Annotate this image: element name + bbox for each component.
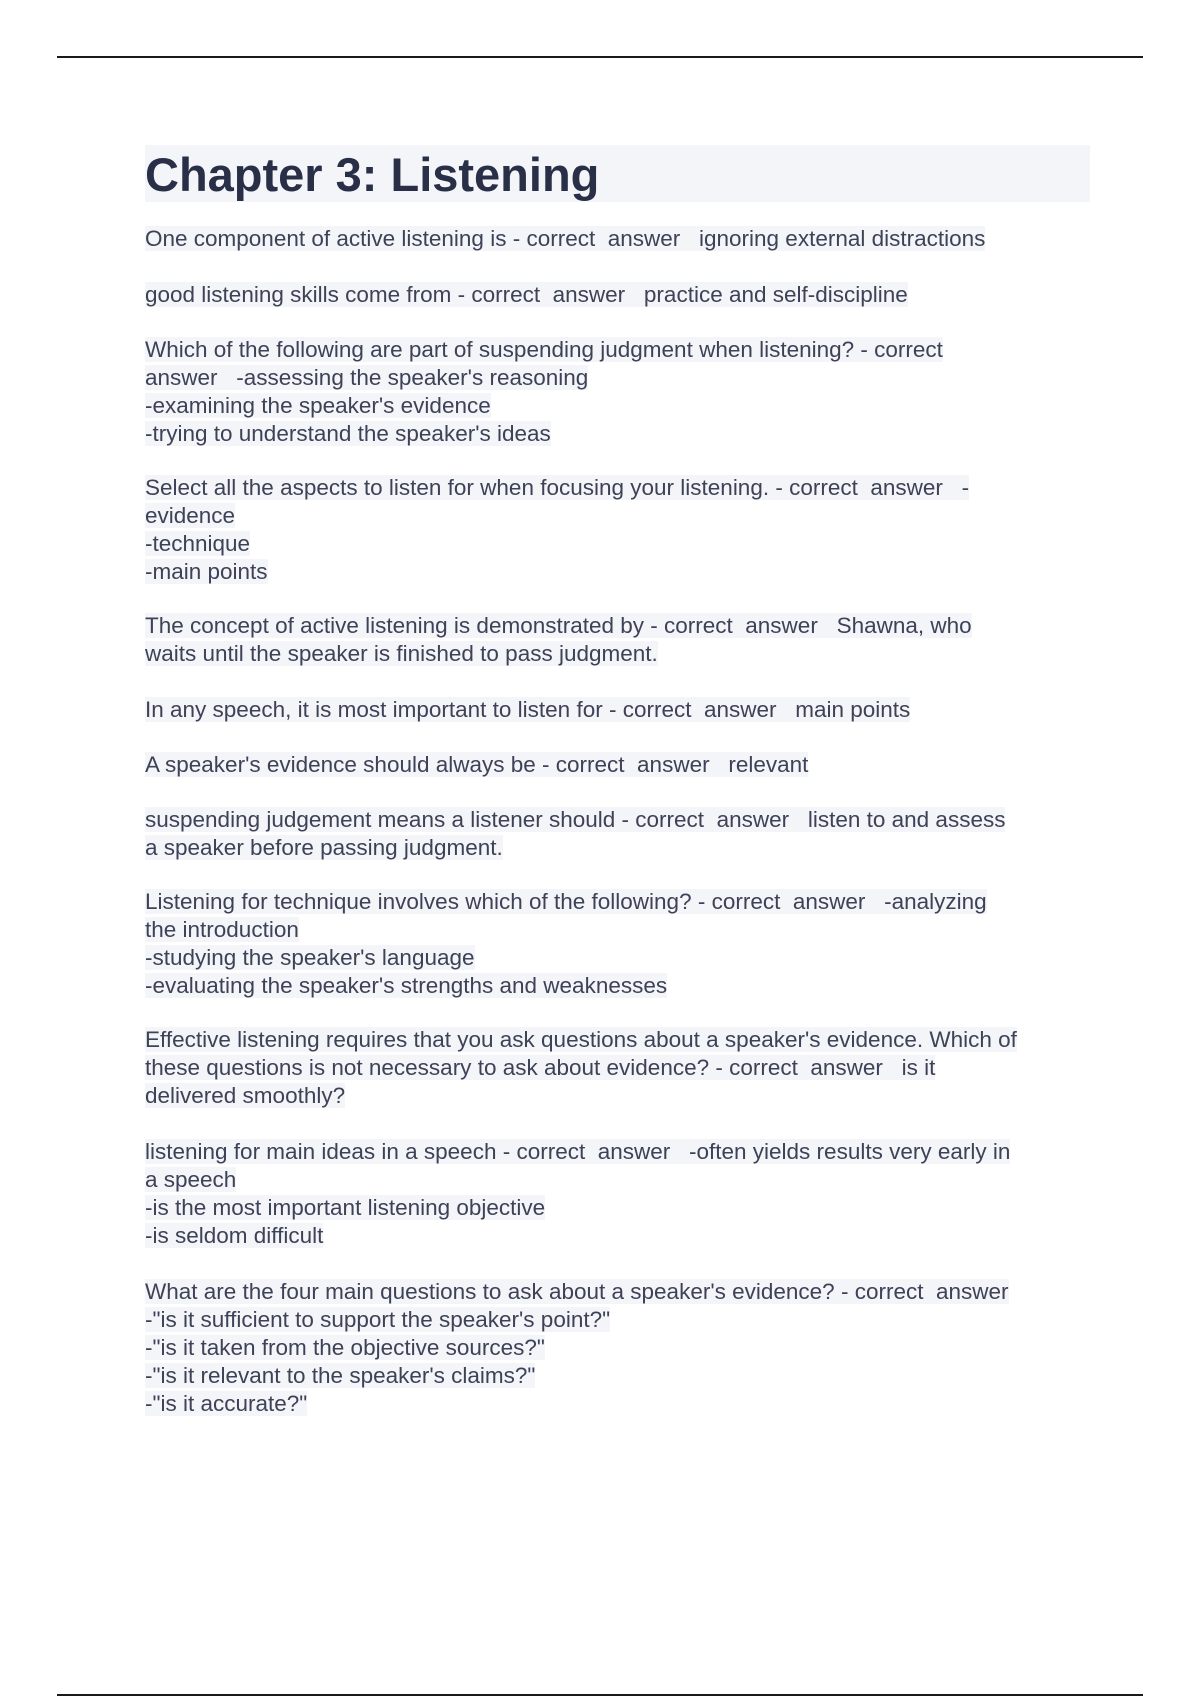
qa-line: -"is it accurate?" xyxy=(145,1391,308,1416)
qa-item xyxy=(145,612,1090,668)
qa-line: The concept of active listening is demonstrated by - correct answer Shawna, who xyxy=(145,613,972,638)
qa-item xyxy=(145,1138,1090,1250)
qa-line: listening for main ideas in a speech - correct answer -often yields results very early in xyxy=(145,1139,1011,1164)
qa-line: -"is it taken from the objective sources?" xyxy=(145,1335,545,1360)
qa-line: a speech xyxy=(145,1167,237,1192)
qa-line: Listening for technique involves which of the following? - correct answer -analyzing xyxy=(145,889,987,914)
qa-line: -studying the speaker's language xyxy=(145,945,475,970)
qa-line: -is seldom difficult xyxy=(145,1223,324,1248)
qa-line: Effective listening requires that you ask questions about a speaker's evidence. Which of xyxy=(145,1027,1017,1052)
qa-item xyxy=(145,1278,1090,1418)
document-body xyxy=(145,145,1090,1418)
qa-item xyxy=(145,806,1090,862)
qa-list xyxy=(145,225,1090,1418)
qa-line: a speaker before passing judgment. xyxy=(145,835,503,860)
page-title: Chapter 3: Listening xyxy=(145,145,1090,202)
qa-line: -"is it relevant to the speaker's claims?" xyxy=(145,1363,536,1388)
qa-line: -technique xyxy=(145,531,251,556)
qa-line: suspending judgement means a listener should - correct answer listen to and assess xyxy=(145,807,1006,832)
qa-line: -is the most important listening objective xyxy=(145,1195,546,1220)
qa-item xyxy=(145,888,1090,1000)
qa-item xyxy=(145,1026,1090,1110)
top-rule xyxy=(57,56,1143,58)
qa-line: -main points xyxy=(145,559,268,584)
qa-line: Select all the aspects to listen for when focusing your listening. - correct answer - xyxy=(145,475,970,500)
qa-item xyxy=(145,751,1090,779)
qa-line: -examining the speaker's evidence xyxy=(145,393,491,418)
qa-line: -"is it sufficient to support the speaker's point?" xyxy=(145,1307,611,1332)
qa-line: waits until the speaker is finished to pass judgment. xyxy=(145,641,658,666)
qa-item xyxy=(145,336,1090,448)
qa-item xyxy=(145,225,1090,253)
qa-line: A speaker's evidence should always be - correct answer relevant xyxy=(145,752,809,777)
qa-line: evidence xyxy=(145,503,236,528)
qa-line: -evaluating the speaker's strengths and weaknesses xyxy=(145,973,668,998)
bottom-rule xyxy=(57,1694,1143,1696)
qa-line: these questions is not necessary to ask about evidence? - correct answer is it xyxy=(145,1055,936,1080)
qa-line: One component of active listening is - correct answer ignoring external distractions xyxy=(145,226,986,251)
qa-item xyxy=(145,281,1090,309)
qa-line: answer -assessing the speaker's reasoning xyxy=(145,365,589,390)
qa-line: In any speech, it is most important to listen for - correct answer main points xyxy=(145,697,911,722)
qa-line: good listening skills come from - correct answer practice and self-discipline xyxy=(145,282,908,307)
qa-item xyxy=(145,696,1090,724)
qa-line: delivered smoothly? xyxy=(145,1083,346,1108)
qa-line: -trying to understand the speaker's ideas xyxy=(145,421,551,446)
qa-item xyxy=(145,474,1090,586)
qa-line: the introduction xyxy=(145,917,299,942)
qa-line: What are the four main questions to ask about a speaker's evidence? - correct answer xyxy=(145,1279,1009,1304)
qa-line: Which of the following are part of suspending judgment when listening? - correct xyxy=(145,337,943,362)
